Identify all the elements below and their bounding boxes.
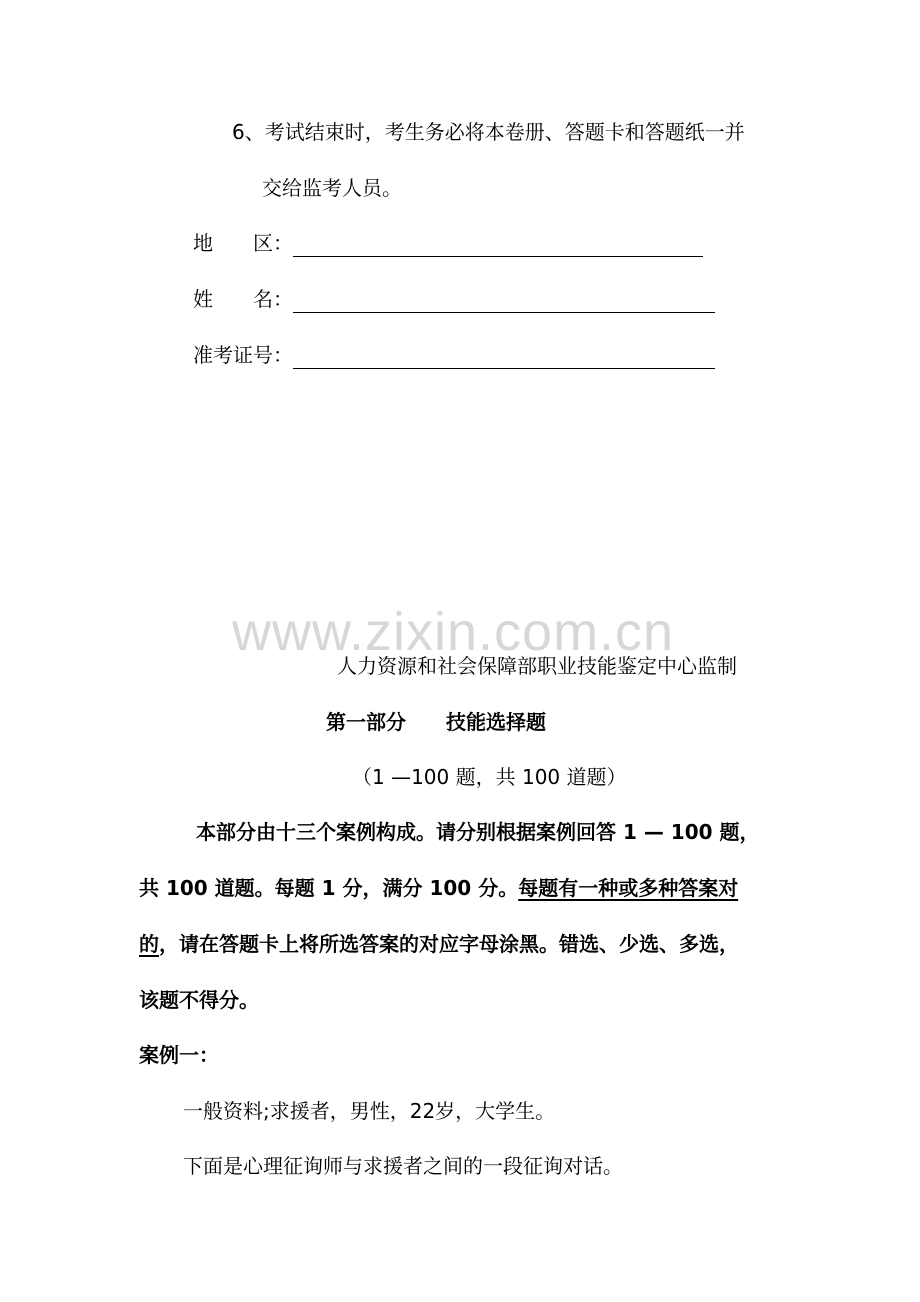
form-field-ticket-number-blank [293, 346, 715, 369]
section-range: （1 —100 题，共 100 道题） [352, 765, 627, 789]
form-field-name-blank [293, 290, 715, 313]
case-dialogue-intro: 下面是心理征询师与求援者之间的一段征询对话。 [183, 1154, 623, 1178]
form-field-region-label: 地 区： [193, 231, 293, 255]
issuer-line: 人力资源和社会保障部职业技能鉴定中心监制 [337, 654, 737, 678]
intro-line-2 [139, 874, 738, 902]
form-field-region-blank [293, 234, 703, 257]
case-background: 一般资料;求援者，男性，22岁，大学生。 [183, 1099, 556, 1123]
form-field-ticket-number-label: 准考证号： [193, 343, 293, 367]
intro-line-3-underlined: 的 [139, 932, 159, 956]
section-title: 第一部分 技能选择题 [326, 710, 546, 734]
form-field-name [193, 285, 715, 313]
intro-line-2-text: 共 100 道题。每题 1 分，满分 100 分。 [139, 876, 519, 900]
intro-line-4: 该题不得分。 [139, 988, 259, 1012]
form-field-name-label: 姓 名： [193, 287, 293, 311]
intro-line-1: 本部分由十三个案例构成。请分别根据案例回答 1 — 100 题， [196, 820, 760, 844]
instruction-item-6-line1: 6、考试结束时，考生务必将本卷册、答题卡和答题纸一并 [232, 120, 745, 144]
intro-line-3-text: ，请在答题卡上将所选答案的对应字母涂黑。错选、少选、多选， [159, 932, 739, 956]
case-heading: 案例一： [139, 1043, 219, 1067]
form-field-region [193, 229, 703, 257]
form-field-ticket-number [193, 341, 715, 369]
watermark: www.zixin.com.cn [232, 602, 675, 662]
intro-line-3 [139, 930, 739, 958]
instruction-item-6-line2: 交给监考人员。 [262, 176, 402, 200]
intro-line-2-underlined: 每题有一种或多种答案对 [518, 876, 739, 900]
